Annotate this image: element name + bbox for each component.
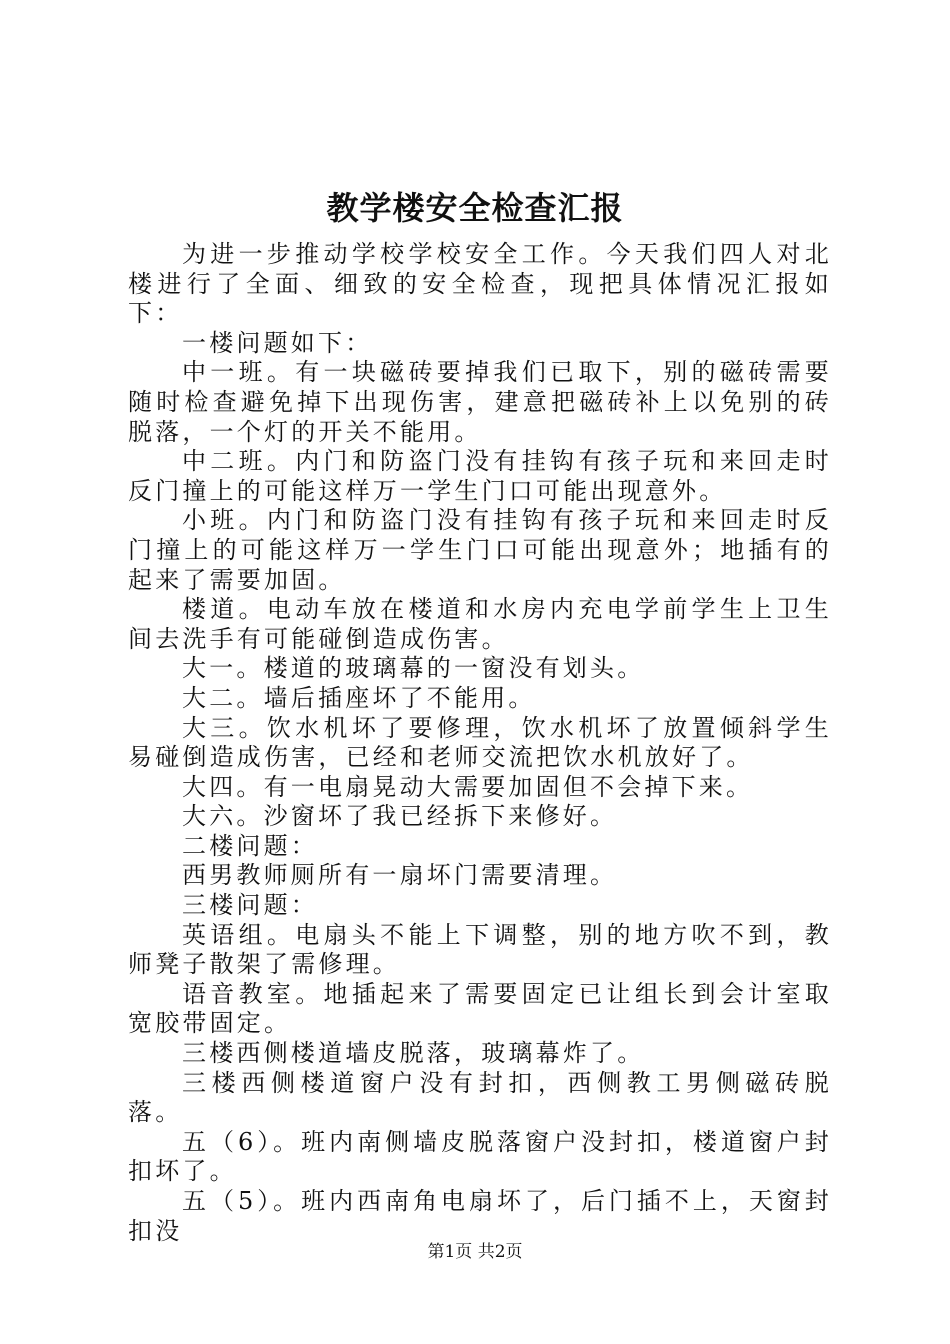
document-title: 教学楼安全检查汇报	[326, 189, 624, 227]
paragraph-item: 大三。饮水机坏了要修理，饮水机坏了放置倾斜学生易碰倒造成伤害，已经和老师交流把饮水机放好了。	[128, 713, 832, 772]
page-footer: 第1页 共2页	[427, 1242, 523, 1262]
paragraph-item: 大二。墙后插座坏了不能用。	[182, 683, 536, 712]
paragraph-item: 中二班。内门和防盗门没有挂钩有孩子玩和来回走时反门撞上的可能这样万一学生门口可能出现意外。	[128, 447, 832, 505]
section-heading-floor-3: 三楼问题：	[182, 891, 318, 920]
paragraph-item: 三楼西侧楼道窗户没有封扣，西侧教工男侧磁砖脱落。	[128, 1068, 832, 1127]
paragraph-item: 语音教室。地插起来了需要固定已让组长到会计室取宽胶带固定。	[128, 979, 832, 1038]
paragraph-item: 大一。楼道的玻璃幕的一窗没有划头。	[182, 654, 645, 683]
paragraph-item: 英语组。电扇头不能上下调整，别的地方吹不到，教师凳子散架了需修理。	[128, 920, 832, 979]
section-heading-floor-1: 一楼问题如下：	[182, 328, 373, 357]
paragraph-item: 五（5）。班内西南角电扇坏了，后门插不上，天窗封扣没	[128, 1187, 832, 1245]
paragraph-item: 三楼西侧楼道墙皮脱落，玻璃幕炸了。	[182, 1039, 645, 1068]
paragraph-item: 小班。内门和防盗门没有挂钩有孩子玩和来回走时反门撞上的可能这样万一学生门口可能出现意外；地插有的起来了需要加固。	[128, 506, 832, 594]
paragraph-intro: 为进一步推动学校学校安全工作。今天我们四人对北楼进行了全面、细致的安全检查，现把具体情况汇报如下：	[128, 240, 832, 328]
paragraph-item: 中一班。有一块磁砖要掉我们已取下，别的磁砖需要随时检查避免掉下出现伤害，建意把磁砖补上以免别的砖脱落，一个灯的开关不能用。	[128, 358, 832, 446]
document-body	[128, 240, 832, 1246]
paragraph-item: 楼道。电动车放在楼道和水房内充电学前学生上卫生间去洗手有可能碰倒造成伤害。	[128, 595, 832, 653]
paragraph-item: 五（6）。班内南侧墙皮脱落窗户没封扣，楼道窗户封扣坏了。	[128, 1127, 832, 1186]
paragraph-item: 西男教师厕所有一扇坏门需要清理。	[182, 861, 618, 890]
section-heading-floor-2: 二楼问题：	[182, 831, 318, 860]
paragraph-item: 大六。沙窗坏了我已经拆下来修好。	[182, 802, 618, 831]
paragraph-item: 大四。有一电扇晃动大需要加固但不会掉下来。	[182, 772, 754, 801]
